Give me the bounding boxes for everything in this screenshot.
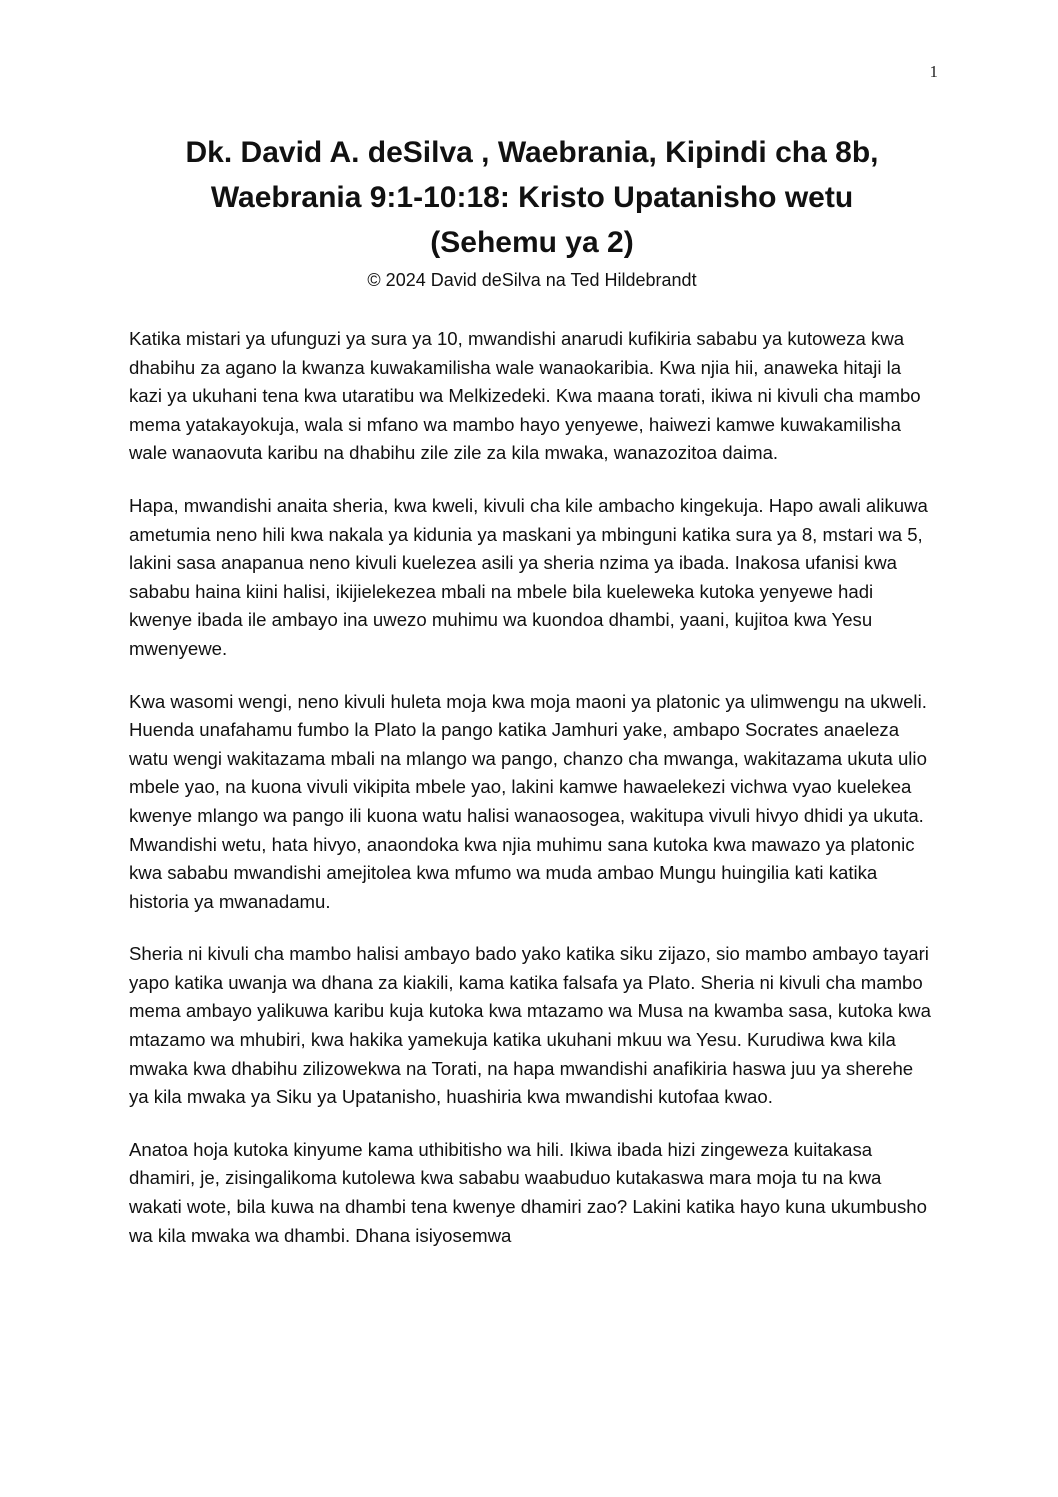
page-title-line-2: Waebrania 9:1-10:18: Kristo Upatanisho wetu [210, 181, 854, 214]
document-body [129, 325, 934, 1274]
title-block [100, 130, 964, 293]
paragraph-1: Katika mistari ya ufunguzi ya sura ya 10, mwandishi anarudi kufikiria sababu ya kutoweza kwa dhabihu za agano la kwanza kuwakamilisha wale wanaokaribia. Kwa njia hii, anaweka hitaji la kazi ya ukuhani tena kwa utaratibu wa Melkizedeki. Kwa maana torati, ikiwa ni kivuli cha mambo mema yatakayokuja, wala si mfano wa mambo hayo yenyewe, haiwezi kamwe kuwakamilisha wale wanaovuta karibu na dhabihu zile zile za kila mwaka, wanazozitoa daima. [129, 328, 921, 464]
page-title-line-1: Dk. David A. deSilva , Waebrania, Kipindi cha 8b, [185, 136, 879, 169]
copyright-notice: © 2024 David deSilva na Ted Hildebrandt [367, 270, 697, 290]
page-number: 1 [929, 62, 938, 81]
page-title-line-3: (Sehemu ya 2) [430, 226, 634, 259]
paragraph-5: Anatoa hoja kutoka kinyume kama uthibitisho wa hili. Ikiwa ibada hizi zingeweza kuitakasa dhamiri, je, zisingalikoma kutolewa kwa sababu waabuduo kutakaswa mara moja tu na kwa wakati wote, bila kuwa na dhambi tena kwenye dhamiri zao? Lakini katika hayo kuna ukumbusho wa kila mwaka wa dhambi. Dhana isiyosemwa [129, 1138, 927, 1246]
paragraph-4: Sheria ni kivuli cha mambo halisi ambayo bado yako katika siku zijazo, sio mambo ambayo tayari yapo katika uwanja wa dhana za kiakili, kama katika falsafa ya Plato. Sheria ni kivuli cha mambo mema ambayo yalikuwa karibu kuja kutoka kwa mtazamo wa Musa na kwamba sasa, kutoka kwa mtazamo wa mhubiri, kwa hakika yamekuja katika ukuhani mkuu wa Yesu. Kurudiwa kwa kila mwaka kwa dhabihu zilizowekwa na Torati, na hapa mwandishi anafikiria haswa juu ya sherehe ya kila mwaka ya Siku ya Upatanisho, huashiria kwa mwandishi kutofaa kwao. [129, 943, 931, 1108]
paragraph-3: Kwa wasomi wengi, neno kivuli huleta moja kwa moja maoni ya platonic ya ulimwengu na ukweli. Huenda unafahamu fumbo la Plato la pango katika Jamhuri yake, ambapo Socrates anaeleza watu wengi wakitazama mbali na mlango wa pango, chanzo cha mwanga, wakitazama ukuta ulio mbele yao, na kuona vivuli vikipita mbele yao, lakini kamwe hawaelekezi vichwa vyao kuelekea kwenye mlango wa pango ili kuona watu halisi wanaosogea, wakitupa vivuli hivyo dhidi ya ukuta. Mwandishi wetu, hata hivyo, anaondoka kwa njia muhimu sana kutoka kwa mawazo ya platonic kwa sababu mwandishi amejitolea kwa mfumo wa muda ambao Mungu huingilia kati katika historia ya mwanadamu. [129, 690, 927, 912]
paragraph-2: Hapa, mwandishi anaita sheria, kwa kweli, kivuli cha kile ambacho kingekuja. Hapo awali alikuwa ametumia neno hili kwa nakala ya kidunia ya maskani ya mbinguni katika sura ya 8, mstari wa 5, lakini sasa anapanua neno kivuli kuelezea asili ya sheria nzima ya ibada. Inakosa ufanisi kwa sababu haina kiini halisi, ikijielekezea mbali na mbele bila kueleweka kutoka yenyewe hadi kwenye ibada ile ambayo ina uwezo muhimu wa kuondoa dhambi, yaani, kujitoa kwa Yesu mwenyewe. [129, 494, 928, 659]
